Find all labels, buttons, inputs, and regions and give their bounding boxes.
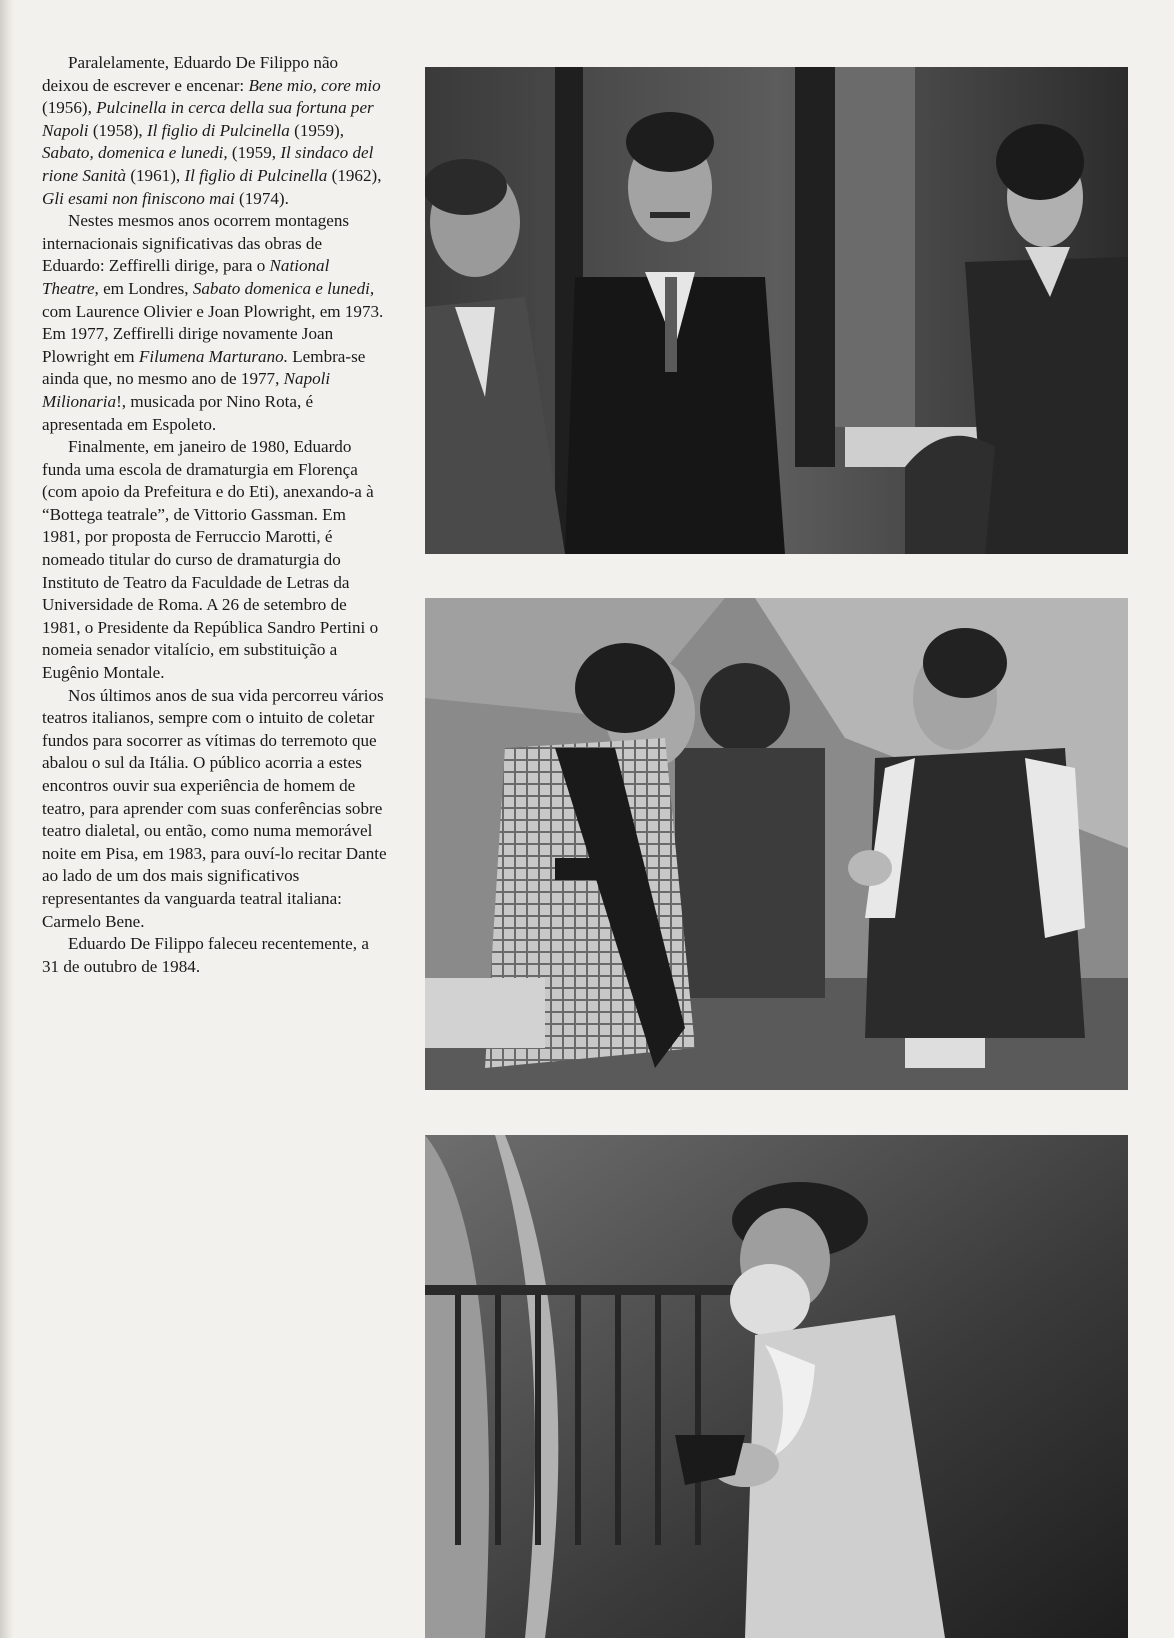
paragraph-text: Nestes mesmos anos ocorrem montagens internacionais significativas das obras de Eduardo: Zeffirelli dirige, para o	[42, 211, 350, 276]
italic-title-text: Filumena Marturano.	[138, 346, 288, 366]
photo-1-illustration	[425, 67, 1128, 554]
paragraph-text: Lembra-se ainda que, no mesmo ano de 1977,	[42, 346, 366, 389]
photo-stage-old-man	[425, 1135, 1128, 1638]
paragraph-5	[42, 933, 387, 978]
paragraph-text: (1956),	[42, 98, 97, 118]
italic-title-text: National Theatre	[42, 256, 330, 298]
paragraph-text: !, musicada por Nino Rota, é apresentada em Espoleto.	[42, 391, 314, 434]
paragraph-text: , em Londres,	[94, 278, 193, 298]
paragraph-text: (1974).	[234, 188, 289, 208]
italic-title-text: Sabato domenica e lunedi,	[192, 278, 375, 298]
paragraph-text: (1962),	[327, 165, 382, 185]
italic-title-text: Gli esami non finiscono mai	[42, 188, 235, 208]
italic-title-text: Pulcinella in cerca della sua fortuna per Napoli	[42, 98, 374, 140]
paragraph-text: (1958),	[88, 120, 147, 140]
paragraph-text: (1961),	[126, 165, 185, 185]
paragraph-text: com Laurence Olivier e Joan Plowright, em 1973. Em 1977, Zeffirelli dirige novamente Joan Plowright em	[42, 301, 384, 366]
italic-title-text: Il sindaco del rione Sanità	[42, 143, 374, 185]
photo-stage-three-actors	[425, 67, 1128, 554]
photo-2-illustration	[425, 598, 1128, 1090]
italic-title-text: Napoli Milionaria	[42, 369, 331, 411]
italic-title-text: Il figlio di Pulcinella	[146, 120, 290, 140]
paragraph-text: Paralelamente, Eduardo De Filippo não deixou de escrever e encenar:	[42, 53, 339, 95]
article-text-column	[42, 52, 387, 978]
italic-title-text: Sabato, domenica e lunedi,	[42, 143, 228, 163]
italic-title-text: Bene mio, core mio	[248, 75, 381, 95]
paragraph-text: Finalmente, em janeiro de 1980, Eduardo funda uma escola de dramaturgia em Florença (com apoio da Prefeitura e do Eti), anexando-a à “Bottega teatrale”, de Vittorio Gassman. Em 1981, por proposta de Ferruccio Marotti, é nomeado titular do curso de dramaturgia do Instituto de Teatro da Faculdade de Letras da Universidade de Roma. A 26 de setembro de 1981, o Presidente da República Sandro Pertini o nomeia senador vitalício, em substituição a Eugênio Montale.	[42, 437, 379, 683]
italic-title-text: Il figlio di Pulcinella	[184, 165, 328, 185]
page-binding-edge	[0, 0, 14, 1638]
paragraph-text: Nos últimos anos de sua vida percorreu vários teatros italianos, sempre com o intuito de coletar fundos para socorrer as vítimas do terremoto que abalou o sul da Itália. O público acorria a estes encontros ouvir sua experiência de homem de teatro, para aprender com suas conferências sobre teatro dialetal, ou então, como numa memorável noite em Pisa, em 1983, para ouví-lo recitar Dante ao lado de um dos mais significativos representantes da vanguarda teatral italiana: Carmelo Bene.	[42, 685, 387, 931]
photo-stage-conversation	[425, 598, 1128, 1090]
paragraph-1	[42, 52, 387, 210]
paragraph-text: (1959,	[227, 143, 281, 163]
paragraph-text: Eduardo De Filippo faleceu recentemente, a 31 de outubro de 1984.	[42, 934, 369, 976]
photo-3-illustration	[425, 1135, 1128, 1638]
paragraph-2	[42, 210, 387, 436]
paragraph-text: (1959),	[289, 120, 344, 140]
paragraph-4	[42, 685, 387, 934]
paragraph-3	[42, 436, 387, 685]
